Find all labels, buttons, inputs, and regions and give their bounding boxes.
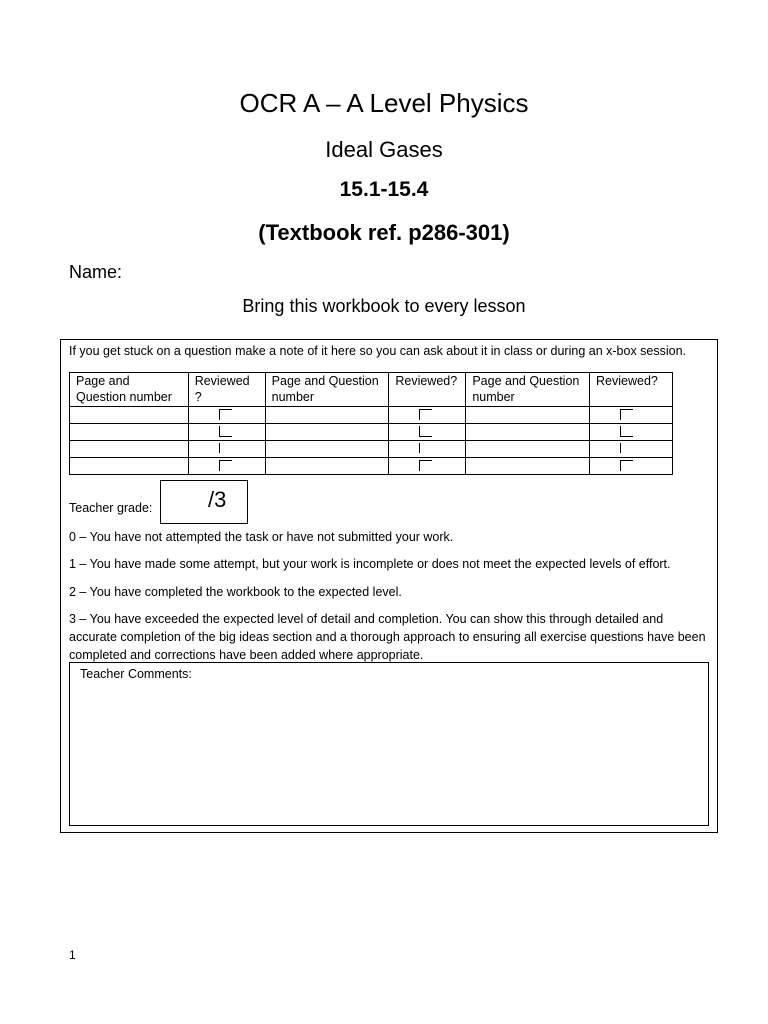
question-cell[interactable] <box>70 458 189 475</box>
column-header: Page and Question number <box>265 373 389 407</box>
page-number: 1 <box>69 948 76 962</box>
question-cell[interactable] <box>466 424 590 441</box>
teacher-grade-box[interactable] <box>160 480 248 524</box>
textbook-reference: (Textbook ref. p286-301) <box>258 220 510 245</box>
reviewed-cell[interactable] <box>389 458 466 475</box>
reviewed-cell[interactable] <box>188 458 265 475</box>
name-label: Name: <box>69 262 123 282</box>
question-cell[interactable] <box>70 441 189 458</box>
question-cell[interactable] <box>466 407 590 424</box>
grade-criterion-1: 1 – You have made some attempt, but your work is incomplete or does not meet the expected levels of effort. <box>69 557 671 571</box>
checkbox-icon[interactable] <box>620 409 633 420</box>
question-cell[interactable] <box>265 424 389 441</box>
checkbox-icon[interactable] <box>620 460 633 471</box>
question-cell[interactable] <box>70 424 189 441</box>
question-cell[interactable] <box>70 407 189 424</box>
table-header-row <box>70 373 673 407</box>
checkbox-icon[interactable] <box>419 460 432 471</box>
column-header: Reviewed? <box>590 373 673 407</box>
reviewed-cell[interactable] <box>188 424 265 441</box>
question-cell[interactable] <box>265 407 389 424</box>
table-row <box>70 407 673 424</box>
checkbox-icon[interactable] <box>620 426 633 437</box>
checkbox-icon[interactable] <box>219 460 232 471</box>
table-row <box>70 424 673 441</box>
column-header: Page and Question number <box>466 373 590 407</box>
question-cell[interactable] <box>466 458 590 475</box>
reviewed-cell[interactable] <box>188 441 265 458</box>
teacher-grade-label: Teacher grade: <box>69 501 153 515</box>
stuck-question-note: If you get stuck on a question make a note of it here so you can ask about it in class or during an x-box session. <box>69 344 687 358</box>
question-cell[interactable] <box>265 458 389 475</box>
question-tracker-table <box>69 372 673 475</box>
reviewed-cell[interactable] <box>590 407 673 424</box>
teacher-grade-value: /3 <box>208 487 227 512</box>
topic-title: Ideal Gases <box>325 137 443 162</box>
reviewed-cell[interactable] <box>389 407 466 424</box>
grade-criterion-0: 0 – You have not attempted the task or have not submitted your work. <box>69 530 454 544</box>
reviewed-cell[interactable] <box>590 458 673 475</box>
reviewed-cell[interactable] <box>389 424 466 441</box>
table-row <box>70 458 673 475</box>
question-cell[interactable] <box>466 441 590 458</box>
checkbox-icon[interactable] <box>219 426 232 437</box>
section-numbers: 15.1-15.4 <box>339 178 429 201</box>
table-row <box>70 441 673 458</box>
reviewed-cell[interactable] <box>389 441 466 458</box>
reviewed-cell[interactable] <box>590 424 673 441</box>
checkbox-icon[interactable] <box>419 409 432 420</box>
checkbox-icon[interactable] <box>419 443 432 453</box>
reviewed-cell[interactable] <box>188 407 265 424</box>
checkbox-icon[interactable] <box>419 426 432 437</box>
question-cell[interactable] <box>265 441 389 458</box>
column-header: Page and Question number <box>70 373 189 407</box>
checkbox-icon[interactable] <box>219 443 232 453</box>
column-header: Reviewed ? <box>188 373 265 407</box>
teacher-comments-label: Teacher Comments: <box>80 667 192 681</box>
checkbox-icon[interactable] <box>620 443 633 453</box>
checkbox-icon[interactable] <box>219 409 232 420</box>
grade-criterion-3: 3 – You have exceeded the expected level of detail and completion. You can show this through detailed and accurate completion of the big ideas section and a thorough approach to ensuring all exercise questions have been completed and corrections have been added where appropriate. <box>69 612 706 662</box>
column-header: Reviewed? <box>389 373 466 407</box>
teacher-comments-box[interactable] <box>69 662 709 826</box>
grade-criterion-2: 2 – You have completed the workbook to the expected level. <box>69 585 402 599</box>
reviewed-cell[interactable] <box>590 441 673 458</box>
workbook-instruction: Bring this workbook to every lesson <box>242 296 526 316</box>
document-title: OCR A – A Level Physics <box>239 88 529 118</box>
